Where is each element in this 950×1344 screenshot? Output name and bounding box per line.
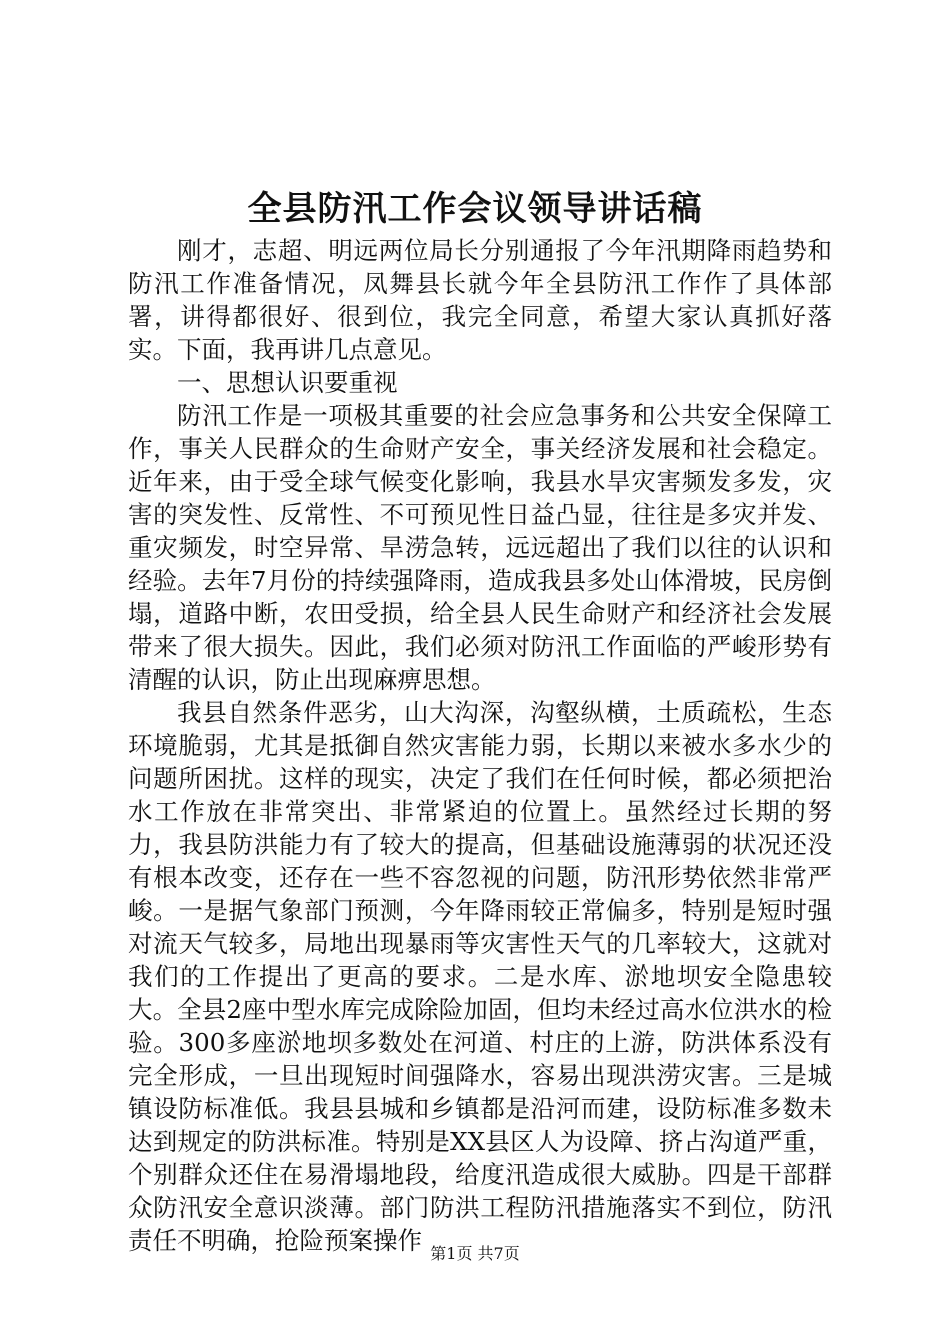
page-number: 第1页 共7页: [430, 1244, 520, 1263]
document-title: 全县防汛工作会议领导讲话稿: [247, 189, 703, 229]
document-body: [128, 234, 832, 1257]
paragraph-conditions: 我县自然条件恶劣，山大沟深，沟壑纵横，土质疏松，生态环境脆弱，尤其是抵御自然灾害能力弱，长期以来被水多水少的问题所困扰。这样的现实，决定了我们在任何时候，都必须把治水工作放在非常突出、非常紧迫的位置上。虽然经过长期的努力，我县防洪能力有了较大的提高，但基础设施薄弱的状况还没有根本改变，还存在一些不容忽视的问题，防汛形势依然非常严峻。一是据气象部门预测，今年降雨较正常偏多，特别是短时强对流天气较多，局地出现暴雨等灾害性天气的几率较大，这就对我们的工作提出了更高的要求。二是水库、淤地坝安全隐患较大。全县2座中型水库完成除险加固，但均未经过高水位洪水的检验。300多座淤地坝多数处在河道、村庄的上游，防洪体系没有完全形成，一旦出现短时间强降水，容易出现洪涝灾害。三是城镇设防标准低。我县县城和乡镇都是沿河而建，设防标准多数未达到规定的防洪标准。特别是XX县区人为设障、挤占沟道严重，个别群众还住在易滑塌地段，给度汛造成很大威胁。四是干部群众防汛安全意识淡薄。部门防洪工程防汛措施落实不到位，防汛责任不明确，抢险预案操作: [128, 698, 832, 1255]
paragraph-importance: 防汛工作是一项极其重要的社会应急事务和公共安全保障工作，事关人民群众的生命财产安全，事关经济发展和社会稳定。近年来，由于受全球气候变化影响，我县水旱灾害频发多发，灾害的突发性、反常性、不可预见性日益凸显，往往是多灾并发、重灾频发，时空异常、旱涝急转，远远超出了我们以往的认识和经验。去年7月份的持续强降雨，造成我县多处山体滑坡，民房倒塌，道路中断，农田受损，给全县人民生命财产和经济社会发展带来了很大损失。因此，我们必须对防汛工作面临的严峻形势有清醒的认识，防止出现麻痹思想。: [128, 401, 832, 694]
section-heading: 一、思想认识要重视: [177, 368, 398, 397]
paragraph-intro: 刚才，志超、明远两位局长分别通报了今年汛期降雨趋势和防汛工作准备情况，凤舞县长就今年全县防汛工作作了具体部署，讲得都很好、很到位，我完全同意，希望大家认真抓好落实。下面，我再讲几点意见。: [128, 236, 832, 364]
